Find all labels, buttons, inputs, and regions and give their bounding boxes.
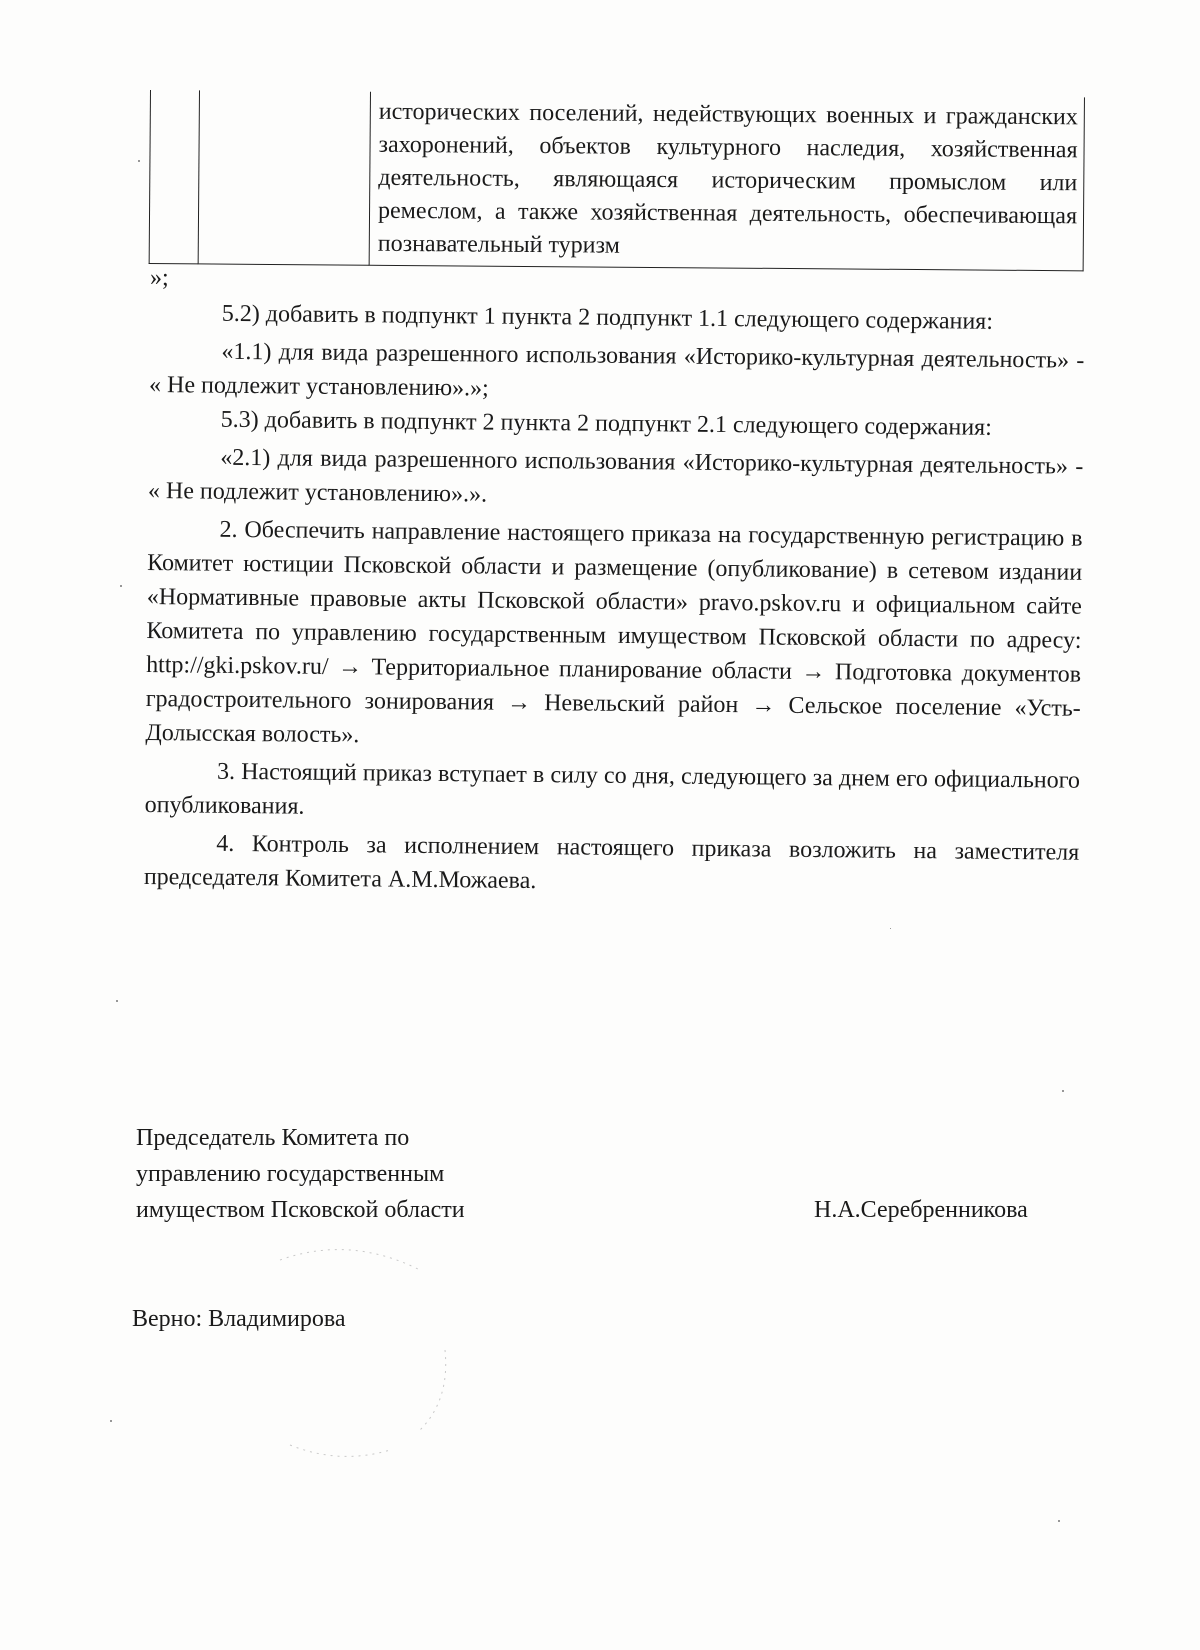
faint-stamp-mark [220, 1230, 480, 1470]
amendment-block [144, 296, 1085, 904]
scan-speck [138, 160, 140, 162]
signatory-title-line: имуществом Псковской области [136, 1197, 465, 1223]
table-row [149, 90, 1084, 271]
scan-speck [890, 928, 891, 929]
scan-speck [120, 585, 122, 587]
scan-speck [1058, 1520, 1060, 1522]
document-body [143, 90, 1085, 895]
paragraph-5-3: 5.3) добавить в подпункт 2 пункта 2 подпункт 2.1 следующего содержания: [220, 406, 992, 441]
table-cell-number [149, 90, 199, 264]
zoning-table-fragment [149, 90, 1085, 271]
table-cell-description: исторических поселений, недействующих военных и гражданских захоронений, объектов культурного наследия, хозяйственная деятельность, являющаяся историческим промыслом или ремеслом, а также хозяйственная деятельность, обеспечивающая познавательный туризм [369, 92, 1084, 271]
table-closing-quote: »; [150, 265, 169, 291]
paragraph-5-2: 5.2) добавить в подпункт 1 пункта 2 подпункт 1.1 следующего содержания: [221, 300, 994, 335]
paragraph-4-control: 4. Контроль за исполнением настоящего приказа возложить на заместителя председателя Комитета А.М.Можаева. [143, 830, 1080, 895]
scan-speck [110, 1420, 112, 1422]
signature-block [136, 1120, 1076, 1228]
paragraph-2-1: «2.1) для вида разрешенного использования «Историко-культурная деятельность» - « Не подлежит установлению».». [147, 444, 1084, 508]
signatory-title-line: управлению государственным [136, 1161, 445, 1187]
table-cell-code [198, 90, 370, 265]
scan-speck [116, 1000, 118, 1002]
signatory-title [136, 1120, 556, 1228]
scan-speck [1062, 1090, 1064, 1092]
paragraph-3-effective: 3. Настоящий приказ вступает в силу со дня, следующего за днем его официального опубликования. [144, 758, 1081, 820]
certified-copy-note: Верно: Владимирова [132, 1306, 346, 1332]
paragraph-1-1: «1.1) для вида разрешенного использования «Историко-культурная деятельность» - « Не подлежит установлению».»; [148, 338, 1085, 402]
signatory-name: Н.А.Серебренникова [814, 1197, 1028, 1223]
paragraph-2-registration: 2. Обеспечить направление настоящего приказа на государственную регистрацию в Комитет юстиции Псковской области и размещение (опубликование) в сетевом издании «Нормативные правовые акты Псковской области» pravo.pskov.ru и официальном сайте Комитета по управлению государственным имуществом Псковской области по адресу: http://gki.pskov.ru/ → Территориальное планирование области → Подготовка документов градостроительного зонирования → Невельский район → Сельское поселение «Усть-Долысская волость». [145, 516, 1083, 749]
signatory-title-line: Председатель Комитета по [136, 1125, 410, 1151]
